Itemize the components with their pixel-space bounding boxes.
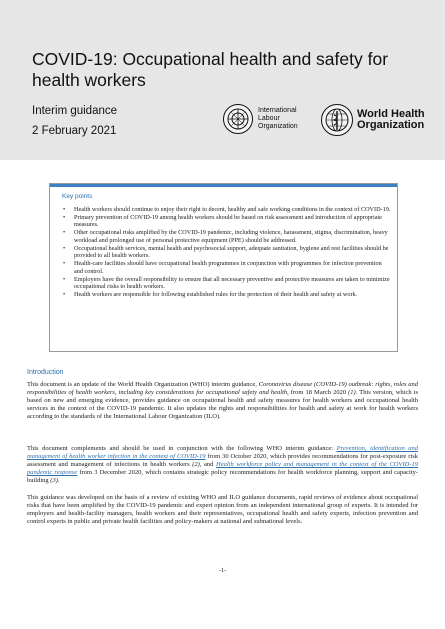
who-logo <box>321 104 442 136</box>
reference-marker: (3) <box>50 477 58 484</box>
introduction-heading: Introduction <box>27 369 64 376</box>
intro-paragraph-3: This guidance was developed on the basis of a review of existing WHO and ILO guidance documents, rapid reviews of evidence about occupational risks that have been amplified by the COVID-19 pandemic and expert opinion from an independent international group of experts. It is intended for employers and health-facility managers, health workers and their representatives, occupational health and safety experts, infection prevention and control experts in public and private health facilities and policy-makers at national and subnational levels. <box>27 494 418 525</box>
guidance-link-workforce[interactable]: Health workforce policy and management in the context of the COVID-19 pandemic response <box>27 461 418 476</box>
text-span: from 3 December 2020, which contains strategic policy recommendations for health workforce planning, support and capacity-building <box>27 469 418 484</box>
page-number: -1- <box>218 567 227 574</box>
ilo-name: International Labour Organization <box>258 107 298 130</box>
reference-marker: (2) <box>192 461 200 468</box>
text-span: This document is an update of the World Health Organization (WHO) interim guidance, <box>27 381 259 388</box>
key-point: • Health workers are responsible for following established rules for the protection of their health and safety at work. <box>60 291 392 298</box>
key-point: • Primary prevention of COVID-19 among health workers should be based on risk assessment and introduction of appropriate measures. <box>60 214 392 229</box>
intro-paragraph-2 <box>27 445 418 485</box>
key-point: • Occupational health services, mental health and psychosocial support, adequate sanitation, hygiene and rest facilities should be provided to all health workers. <box>60 245 392 260</box>
header-band <box>0 0 445 160</box>
intro-paragraph-1 <box>27 381 418 421</box>
key-points-box <box>49 183 398 352</box>
document-date: 2 February 2021 <box>32 125 117 137</box>
text-span: . This version, which is based on new and emerging evidence, provides guidance on occupational health and safety measures for health workers and occupational health services in the context of the COVID-19 pandemic. It also updates the rights and responsibilities for health and safety at work for health workers according to the standards of the International Labour Organization (ILO). <box>27 389 418 420</box>
document-title: COVID-19: Occupational health and safety for health workers <box>32 49 389 90</box>
cited-title: Coronavirus disease (COVID-19) outbreak: rights, roles and responsibilities of health workers, including key considerations for occupational safety and health <box>27 381 418 396</box>
text-span: This document complements and should be used in conjunction with the following WHO interim guidance: <box>27 445 337 452</box>
document-subtitle: Interim guidance <box>32 105 118 117</box>
key-points-accent <box>50 184 397 187</box>
reference-marker: (1) <box>348 389 356 396</box>
text-span: from 30 October 2020, which provides recommendations for post-exposure risk assessment and management of infections in health workers <box>27 453 418 468</box>
key-point: • Health-care facilities should have occupational health programmes in conjunction with programmes for infection prevention and control. <box>60 260 392 275</box>
text-span: , and <box>199 461 217 468</box>
ilo-logo <box>223 104 313 134</box>
key-point: • Other occupational risks amplified by the COVID-19 pandemic, including violence, harassment, stigma, discrimination, heavy workload and prolonged use of personal protective equipment (PPE) should be addressed. <box>60 229 392 244</box>
ilo-seal-icon <box>223 104 253 134</box>
guidance-link-infection[interactable]: Prevention, identification and management of health worker infection in the context of COVID-19 <box>27 445 418 460</box>
key-point: • Health workers should continue to enjoy their right to decent, healthy and safe working conditions in the context of COVID-19. <box>60 206 392 213</box>
key-points-title: Key points <box>62 193 93 200</box>
key-point: • Employers have the overall responsibility to ensure that all necessary preventive and protective measures are taken to minimize occupational risks to health workers. <box>60 276 392 291</box>
key-points-list <box>60 206 392 299</box>
who-name: World Health Organization <box>357 108 425 131</box>
who-emblem-icon <box>321 104 353 136</box>
text-span: . <box>57 477 60 484</box>
text-span: , from 18 March 2020 <box>287 389 349 396</box>
